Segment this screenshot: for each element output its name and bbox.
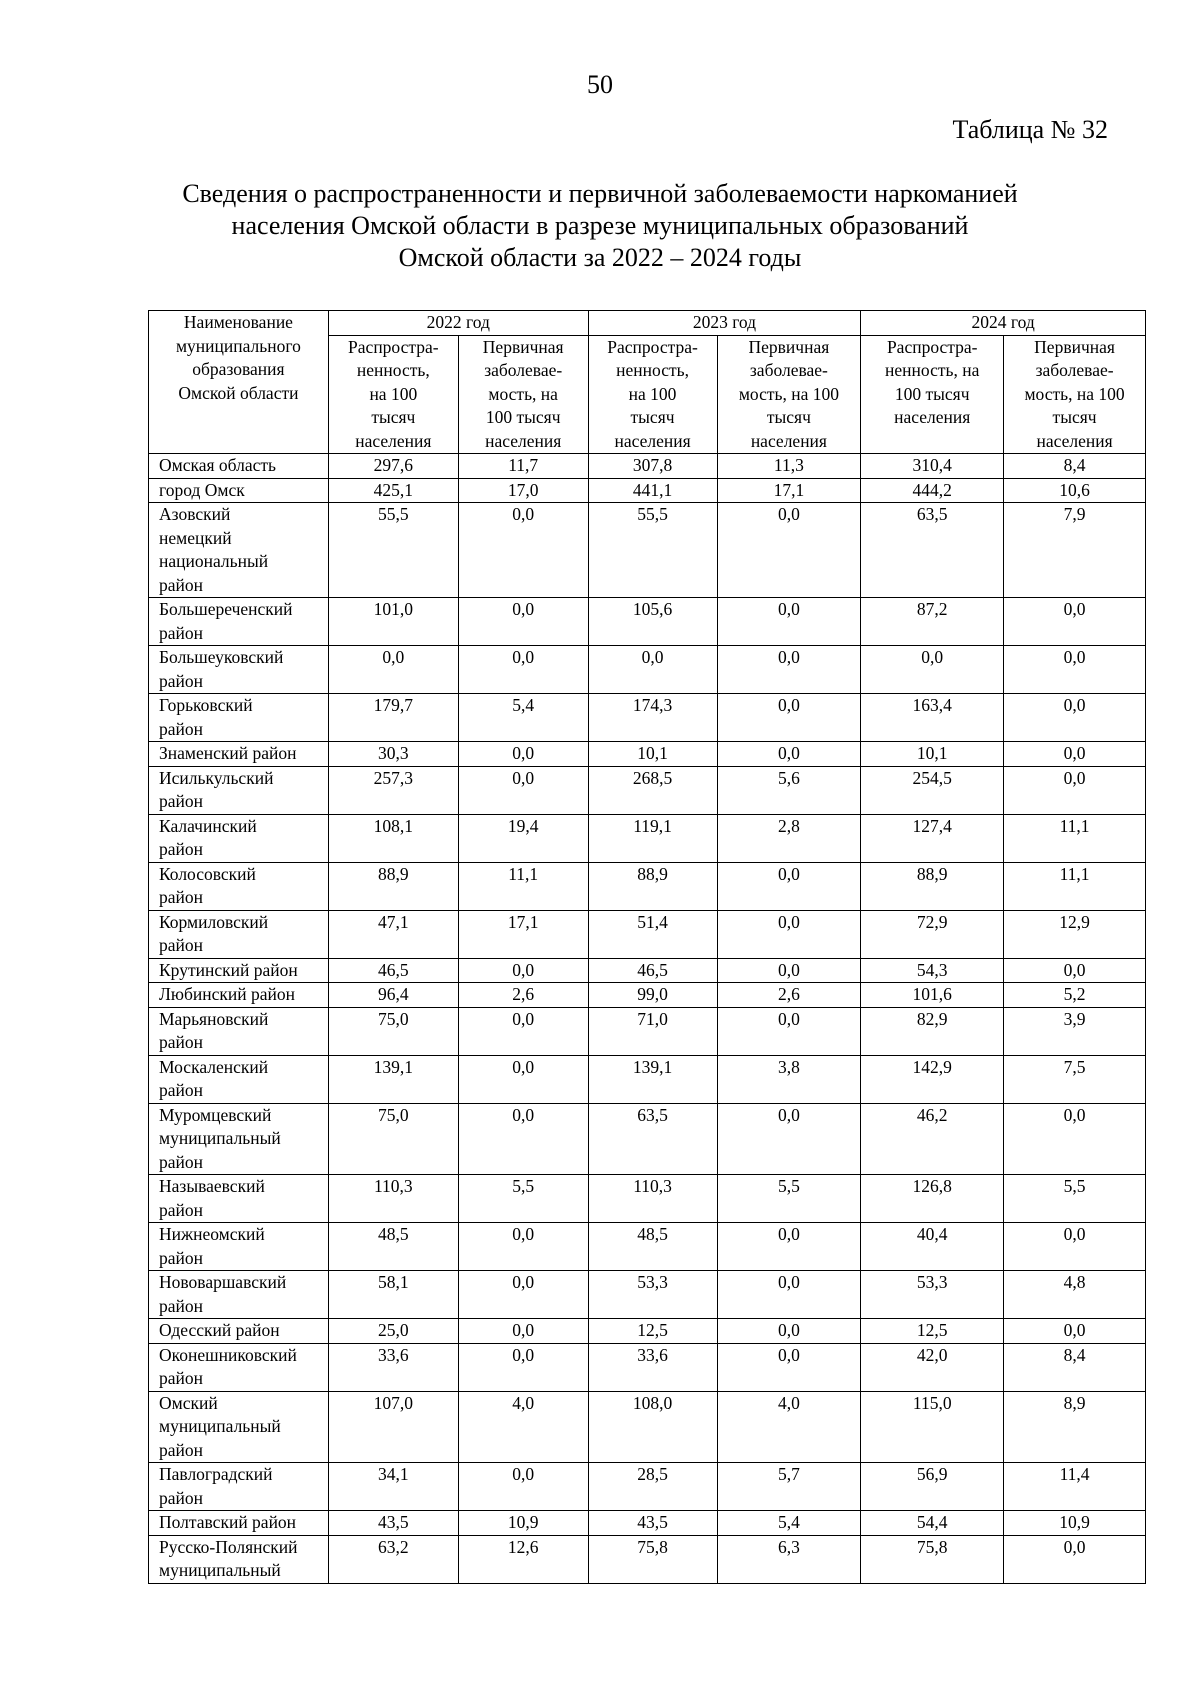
value-cell: 82,9 bbox=[861, 1007, 1004, 1055]
table-body bbox=[149, 454, 1146, 1584]
value-cell: 310,4 bbox=[861, 454, 1004, 479]
header-name: Наименование муниципального образования Омской области bbox=[149, 311, 329, 454]
value-cell: 0,0 bbox=[717, 694, 861, 742]
value-cell: 139,1 bbox=[588, 1055, 717, 1103]
municipality-name: Нововаршавский район bbox=[149, 1271, 329, 1319]
value-cell: 10,9 bbox=[1004, 1511, 1146, 1536]
value-cell: 11,1 bbox=[458, 862, 588, 910]
value-cell: 0,0 bbox=[458, 1463, 588, 1511]
table-row bbox=[149, 1007, 1146, 1055]
value-cell: 63,5 bbox=[588, 1103, 717, 1175]
value-cell: 19,4 bbox=[458, 814, 588, 862]
value-cell: 0,0 bbox=[458, 1343, 588, 1391]
value-cell: 0,0 bbox=[458, 958, 588, 983]
municipality-name: Горьковский район bbox=[149, 694, 329, 742]
municipality-name: город Омск bbox=[149, 478, 329, 503]
value-cell: 75,0 bbox=[328, 1103, 458, 1175]
table-row bbox=[149, 454, 1146, 479]
header-prevalence-2023: Распростра- ненность, на 100 тысяч населения bbox=[588, 335, 717, 454]
value-cell: 63,5 bbox=[861, 503, 1004, 598]
value-cell: 110,3 bbox=[588, 1175, 717, 1223]
header-year-2023: 2023 год bbox=[588, 311, 861, 336]
value-cell: 47,1 bbox=[328, 910, 458, 958]
table-row bbox=[149, 1463, 1146, 1511]
page-number: 50 bbox=[587, 70, 613, 99]
value-cell: 75,0 bbox=[328, 1007, 458, 1055]
header-year-2022: 2022 год bbox=[328, 311, 588, 336]
table-row bbox=[149, 1103, 1146, 1175]
value-cell: 11,1 bbox=[1004, 814, 1146, 862]
table-row bbox=[149, 1175, 1146, 1223]
table-row bbox=[149, 1391, 1146, 1463]
value-cell: 0,0 bbox=[717, 1007, 861, 1055]
value-cell: 12,5 bbox=[588, 1319, 717, 1344]
table-row bbox=[149, 862, 1146, 910]
title-line: Омской области за 2022 – 2024 годы bbox=[398, 243, 802, 272]
value-cell: 0,0 bbox=[717, 1271, 861, 1319]
value-cell: 0,0 bbox=[1004, 1319, 1146, 1344]
value-cell: 0,0 bbox=[458, 503, 588, 598]
value-cell: 0,0 bbox=[458, 646, 588, 694]
value-cell: 10,1 bbox=[861, 742, 1004, 767]
value-cell: 75,8 bbox=[861, 1535, 1004, 1583]
value-cell: 0,0 bbox=[1004, 694, 1146, 742]
municipality-name: Исилькульский район bbox=[149, 766, 329, 814]
table-row bbox=[149, 766, 1146, 814]
value-cell: 28,5 bbox=[588, 1463, 717, 1511]
value-cell: 444,2 bbox=[861, 478, 1004, 503]
value-cell: 0,0 bbox=[717, 1343, 861, 1391]
value-cell: 5,4 bbox=[458, 694, 588, 742]
value-cell: 163,4 bbox=[861, 694, 1004, 742]
table-label: Таблица № 32 bbox=[952, 115, 1108, 144]
value-cell: 7,5 bbox=[1004, 1055, 1146, 1103]
header-prevalence-2024: Распростра- ненность, на 100 тысяч населения bbox=[861, 335, 1004, 454]
value-cell: 119,1 bbox=[588, 814, 717, 862]
value-cell: 0,0 bbox=[588, 646, 717, 694]
value-cell: 425,1 bbox=[328, 478, 458, 503]
value-cell: 0,0 bbox=[1004, 766, 1146, 814]
value-cell: 127,4 bbox=[861, 814, 1004, 862]
value-cell: 0,0 bbox=[717, 503, 861, 598]
header-year-2024: 2024 год bbox=[861, 311, 1146, 336]
value-cell: 179,7 bbox=[328, 694, 458, 742]
value-cell: 4,8 bbox=[1004, 1271, 1146, 1319]
value-cell: 25,0 bbox=[328, 1319, 458, 1344]
table-row bbox=[149, 742, 1146, 767]
value-cell: 115,0 bbox=[861, 1391, 1004, 1463]
value-cell: 0,0 bbox=[458, 1319, 588, 1344]
municipality-name: Любинский район bbox=[149, 983, 329, 1008]
value-cell: 0,0 bbox=[717, 598, 861, 646]
value-cell: 0,0 bbox=[1004, 742, 1146, 767]
value-cell: 63,2 bbox=[328, 1535, 458, 1583]
value-cell: 0,0 bbox=[458, 1007, 588, 1055]
value-cell: 58,1 bbox=[328, 1271, 458, 1319]
value-cell: 46,5 bbox=[588, 958, 717, 983]
value-cell: 101,0 bbox=[328, 598, 458, 646]
value-cell: 88,9 bbox=[861, 862, 1004, 910]
value-cell: 5,5 bbox=[717, 1175, 861, 1223]
municipality-name: Азовский немецкий национальный район bbox=[149, 503, 329, 598]
municipality-name: Марьяновский район bbox=[149, 1007, 329, 1055]
value-cell: 96,4 bbox=[328, 983, 458, 1008]
header-incidence-2024: Первичная заболевае- мость, на 100 тысяч населения bbox=[1004, 335, 1146, 454]
value-cell: 10,6 bbox=[1004, 478, 1146, 503]
value-cell: 8,4 bbox=[1004, 454, 1146, 479]
value-cell: 11,7 bbox=[458, 454, 588, 479]
value-cell: 254,5 bbox=[861, 766, 1004, 814]
value-cell: 7,9 bbox=[1004, 503, 1146, 598]
value-cell: 88,9 bbox=[588, 862, 717, 910]
value-cell: 71,0 bbox=[588, 1007, 717, 1055]
value-cell: 40,4 bbox=[861, 1223, 1004, 1271]
header-incidence-2023: Первичная заболевае- мость, на 100 тысяч населения bbox=[717, 335, 861, 454]
value-cell: 297,6 bbox=[328, 454, 458, 479]
value-cell: 0,0 bbox=[717, 1103, 861, 1175]
table-row bbox=[149, 910, 1146, 958]
value-cell: 46,5 bbox=[328, 958, 458, 983]
municipality-name: Знаменский район bbox=[149, 742, 329, 767]
table-row bbox=[149, 1223, 1146, 1271]
municipality-name: Омская область bbox=[149, 454, 329, 479]
value-cell: 99,0 bbox=[588, 983, 717, 1008]
value-cell: 53,3 bbox=[588, 1271, 717, 1319]
value-cell: 17,1 bbox=[458, 910, 588, 958]
value-cell: 3,8 bbox=[717, 1055, 861, 1103]
table-row bbox=[149, 1055, 1146, 1103]
value-cell: 48,5 bbox=[588, 1223, 717, 1271]
table-row bbox=[149, 814, 1146, 862]
value-cell: 53,3 bbox=[861, 1271, 1004, 1319]
municipality-name: Одесский район bbox=[149, 1319, 329, 1344]
value-cell: 0,0 bbox=[717, 646, 861, 694]
title-line: населения Омской области в разрезе муниципальных образований bbox=[231, 211, 969, 240]
value-cell: 56,9 bbox=[861, 1463, 1004, 1511]
value-cell: 0,0 bbox=[458, 742, 588, 767]
value-cell: 0,0 bbox=[458, 1271, 588, 1319]
municipality-name: Кормиловский район bbox=[149, 910, 329, 958]
value-cell: 0,0 bbox=[717, 862, 861, 910]
value-cell: 108,1 bbox=[328, 814, 458, 862]
value-cell: 87,2 bbox=[861, 598, 1004, 646]
value-cell: 0,0 bbox=[1004, 1223, 1146, 1271]
value-cell: 0,0 bbox=[1004, 1535, 1146, 1583]
table-row bbox=[149, 694, 1146, 742]
value-cell: 101,6 bbox=[861, 983, 1004, 1008]
value-cell: 33,6 bbox=[588, 1343, 717, 1391]
value-cell: 43,5 bbox=[588, 1511, 717, 1536]
value-cell: 0,0 bbox=[1004, 646, 1146, 694]
value-cell: 0,0 bbox=[861, 646, 1004, 694]
value-cell: 142,9 bbox=[861, 1055, 1004, 1103]
value-cell: 0,0 bbox=[328, 646, 458, 694]
municipality-name: Крутинский район bbox=[149, 958, 329, 983]
value-cell: 0,0 bbox=[458, 766, 588, 814]
value-cell: 0,0 bbox=[1004, 958, 1146, 983]
municipality-name: Большереченский район bbox=[149, 598, 329, 646]
value-cell: 0,0 bbox=[717, 958, 861, 983]
header-incidence-2022: Первичная заболевае- мость, на 100 тысяч населения bbox=[458, 335, 588, 454]
value-cell: 43,5 bbox=[328, 1511, 458, 1536]
value-cell: 46,2 bbox=[861, 1103, 1004, 1175]
value-cell: 0,0 bbox=[458, 1055, 588, 1103]
title-line: Сведения о распространенности и первичной заболеваемости наркоманией bbox=[182, 179, 1018, 208]
value-cell: 12,6 bbox=[458, 1535, 588, 1583]
value-cell: 0,0 bbox=[717, 910, 861, 958]
municipality-name: Называевский район bbox=[149, 1175, 329, 1223]
municipality-name: Калачинский район bbox=[149, 814, 329, 862]
value-cell: 11,4 bbox=[1004, 1463, 1146, 1511]
value-cell: 268,5 bbox=[588, 766, 717, 814]
value-cell: 0,0 bbox=[458, 1223, 588, 1271]
value-cell: 105,6 bbox=[588, 598, 717, 646]
value-cell: 0,0 bbox=[1004, 598, 1146, 646]
table-row bbox=[149, 983, 1146, 1008]
header-prevalence-2022: Распростра- ненность, на 100 тысяч населения bbox=[328, 335, 458, 454]
value-cell: 54,3 bbox=[861, 958, 1004, 983]
value-cell: 17,1 bbox=[717, 478, 861, 503]
value-cell: 5,6 bbox=[717, 766, 861, 814]
value-cell: 0,0 bbox=[717, 1223, 861, 1271]
municipality-name: Павлоградский район bbox=[149, 1463, 329, 1511]
value-cell: 48,5 bbox=[328, 1223, 458, 1271]
value-cell: 5,2 bbox=[1004, 983, 1146, 1008]
municipality-name: Нижнеомский район bbox=[149, 1223, 329, 1271]
value-cell: 8,9 bbox=[1004, 1391, 1146, 1463]
municipality-name: Полтавский район bbox=[149, 1511, 329, 1536]
value-cell: 4,0 bbox=[458, 1391, 588, 1463]
table-row bbox=[149, 646, 1146, 694]
municipality-name: Большеуковский район bbox=[149, 646, 329, 694]
table-row bbox=[149, 1535, 1146, 1583]
value-cell: 0,0 bbox=[1004, 1103, 1146, 1175]
table-row bbox=[149, 1319, 1146, 1344]
value-cell: 30,3 bbox=[328, 742, 458, 767]
value-cell: 5,5 bbox=[458, 1175, 588, 1223]
value-cell: 6,3 bbox=[717, 1535, 861, 1583]
table-row bbox=[149, 478, 1146, 503]
value-cell: 110,3 bbox=[328, 1175, 458, 1223]
value-cell: 174,3 bbox=[588, 694, 717, 742]
municipality-name: Оконешниковский район bbox=[149, 1343, 329, 1391]
data-table bbox=[148, 310, 1146, 1584]
value-cell: 8,4 bbox=[1004, 1343, 1146, 1391]
table-row bbox=[149, 1343, 1146, 1391]
municipality-name: Омский муниципальный район bbox=[149, 1391, 329, 1463]
value-cell: 88,9 bbox=[328, 862, 458, 910]
value-cell: 108,0 bbox=[588, 1391, 717, 1463]
table-row bbox=[149, 503, 1146, 598]
value-cell: 3,9 bbox=[1004, 1007, 1146, 1055]
document-title bbox=[0, 178, 1200, 274]
municipality-name: Колосовский район bbox=[149, 862, 329, 910]
value-cell: 4,0 bbox=[717, 1391, 861, 1463]
table-row bbox=[149, 598, 1146, 646]
value-cell: 34,1 bbox=[328, 1463, 458, 1511]
value-cell: 54,4 bbox=[861, 1511, 1004, 1536]
value-cell: 42,0 bbox=[861, 1343, 1004, 1391]
value-cell: 139,1 bbox=[328, 1055, 458, 1103]
value-cell: 126,8 bbox=[861, 1175, 1004, 1223]
value-cell: 72,9 bbox=[861, 910, 1004, 958]
municipality-name: Москаленский район bbox=[149, 1055, 329, 1103]
value-cell: 307,8 bbox=[588, 454, 717, 479]
value-cell: 11,3 bbox=[717, 454, 861, 479]
value-cell: 5,5 bbox=[1004, 1175, 1146, 1223]
value-cell: 10,1 bbox=[588, 742, 717, 767]
value-cell: 0,0 bbox=[717, 1319, 861, 1344]
value-cell: 33,6 bbox=[328, 1343, 458, 1391]
table-row bbox=[149, 1271, 1146, 1319]
value-cell: 55,5 bbox=[588, 503, 717, 598]
value-cell: 2,6 bbox=[458, 983, 588, 1008]
value-cell: 55,5 bbox=[328, 503, 458, 598]
value-cell: 2,6 bbox=[717, 983, 861, 1008]
value-cell: 10,9 bbox=[458, 1511, 588, 1536]
value-cell: 5,4 bbox=[717, 1511, 861, 1536]
header-row-years bbox=[149, 311, 1146, 336]
value-cell: 441,1 bbox=[588, 478, 717, 503]
value-cell: 0,0 bbox=[458, 598, 588, 646]
value-cell: 0,0 bbox=[458, 1103, 588, 1175]
value-cell: 75,8 bbox=[588, 1535, 717, 1583]
table-row bbox=[149, 1511, 1146, 1536]
table-row bbox=[149, 958, 1146, 983]
value-cell: 12,5 bbox=[861, 1319, 1004, 1344]
value-cell: 0,0 bbox=[717, 742, 861, 767]
municipality-name: Русско-Полянский муниципальный bbox=[149, 1535, 329, 1583]
value-cell: 107,0 bbox=[328, 1391, 458, 1463]
value-cell: 11,1 bbox=[1004, 862, 1146, 910]
municipality-name: Муромцевский муниципальный район bbox=[149, 1103, 329, 1175]
value-cell: 17,0 bbox=[458, 478, 588, 503]
value-cell: 12,9 bbox=[1004, 910, 1146, 958]
value-cell: 2,8 bbox=[717, 814, 861, 862]
value-cell: 5,7 bbox=[717, 1463, 861, 1511]
value-cell: 51,4 bbox=[588, 910, 717, 958]
value-cell: 257,3 bbox=[328, 766, 458, 814]
